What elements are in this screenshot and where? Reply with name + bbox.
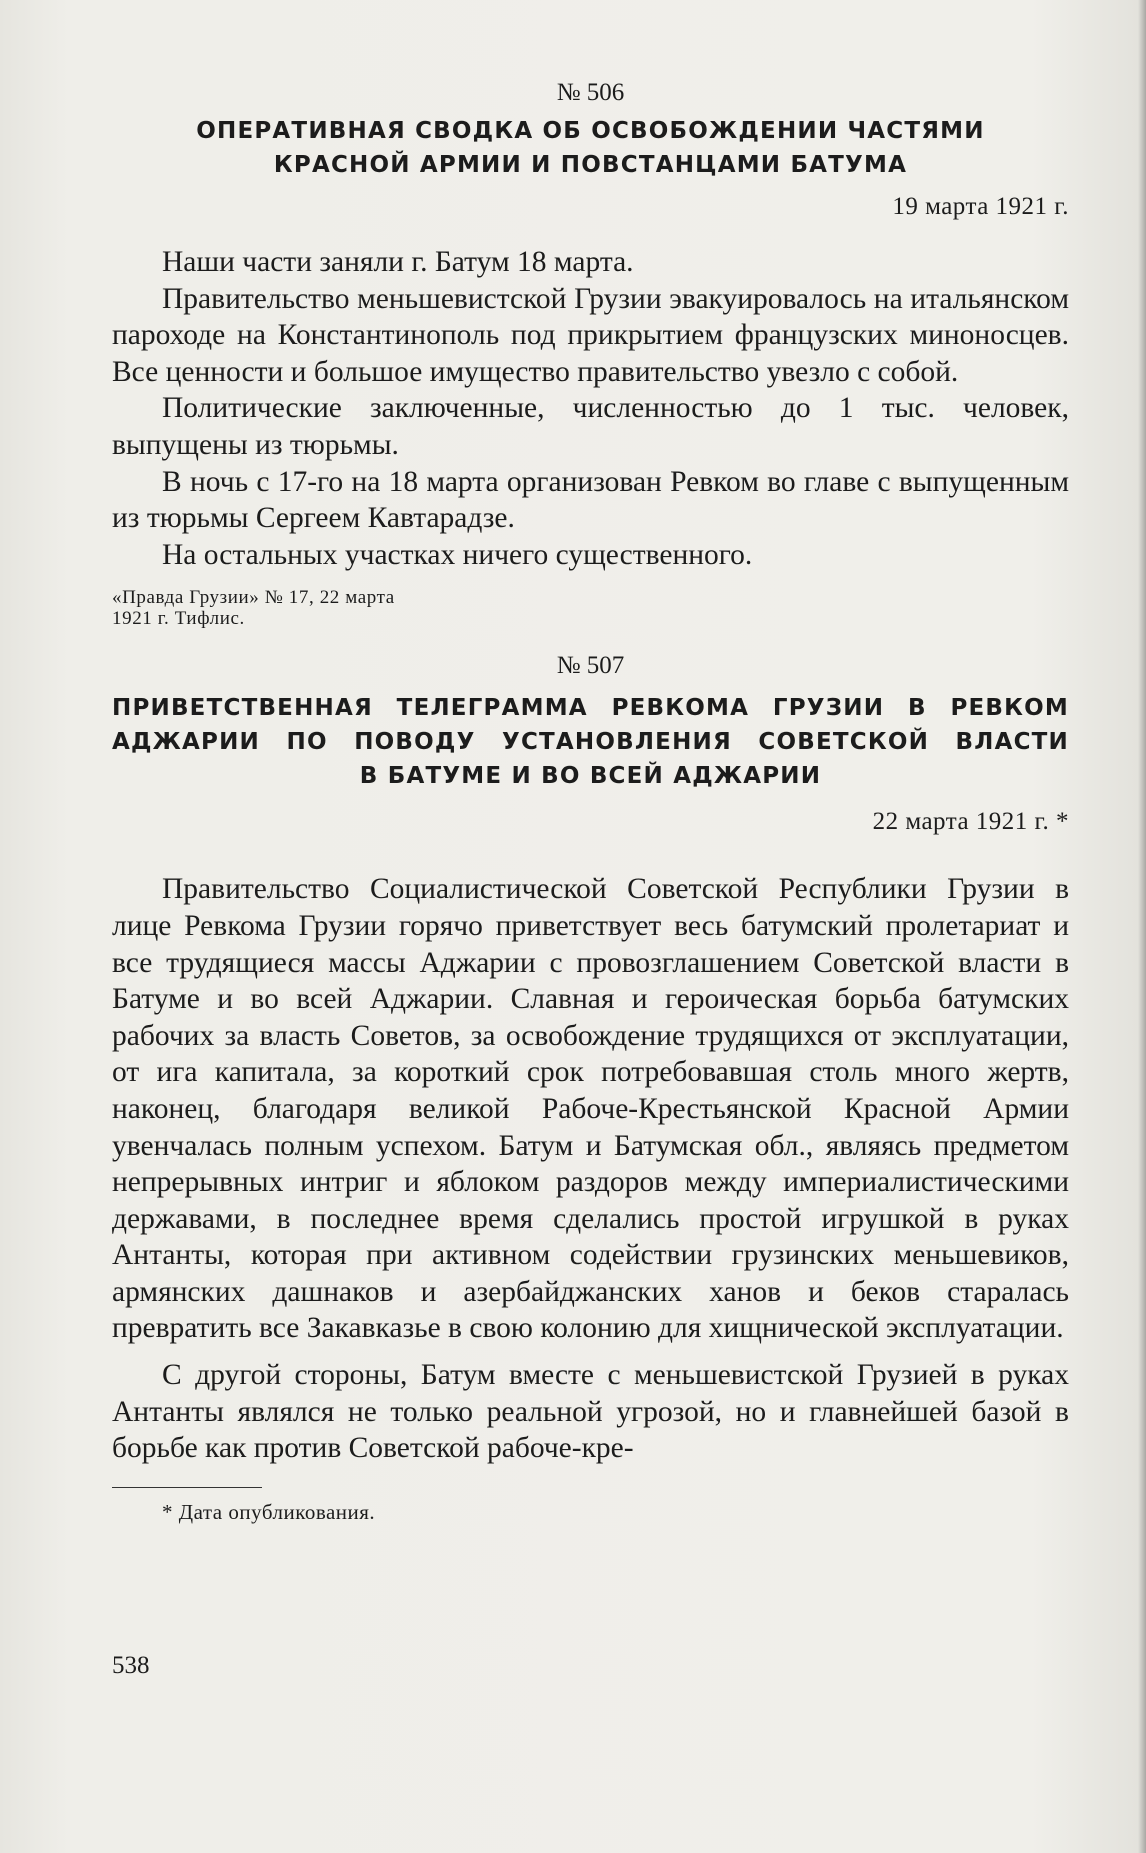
document-title (112, 114, 1069, 182)
paragraph: В ночь с 17-го на 18 марта организован Ревком во главе с выпущенным из тюрьмы Сергеем Кавтарадзе. (112, 465, 1069, 535)
source-line: 1921 г. Тифлис. (112, 608, 245, 630)
title-line: ОПЕРАТИВНАЯ СВОДКА ОБ ОСВОБОЖДЕНИИ ЧАСТЯМИ (196, 118, 985, 144)
document-body (112, 244, 1069, 573)
paragraph: Политические заключенные, численностью до 1 тыс. человек, выпущены из тюрьмы. (112, 392, 1069, 461)
document-507 (112, 651, 1069, 1467)
title-line: АДЖАРИИ ПО ПОВОДУ УСТАНОВЛЕНИЯ СОВЕТСКОЙ ВЛАСТИ (112, 729, 1069, 756)
paragraph: На остальных участках ничего существенного. (162, 538, 753, 571)
title-line: В БАТУМЕ И ВО ВСЕЙ АДЖАРИИ (359, 763, 822, 790)
source-citation (112, 587, 1069, 629)
paragraph: Правительство Социалистической Советской Республики Грузии в лице Ревкома Грузии горячо приветствует весь батумский пролетариат и все трудящиеся массы Аджарии с провозглашением Советской власти в Батуме и во всей Аджарии. Славная и героическая борьба батумских рабочих за власть Советов, за освобождение трудящихся от эксплуатации, от ига капитала, за короткий срок потребовавшая столь много жертв, наконец, благодаря великой Рабоче-Крестьянской Красной Армии увенчалась полным успехом. Батум и Батумская обл., являясь предметом непрерывных интриг и яблоком раздоров между империалистическими державами, в последнее время сделались простой игрушкой в руках Антанты, которая при активном содействии грузинских меньшевиков, армянских дашнаков и азербайджанских ханов и беков старалась превратить все Закавказье в свою колонию для хищнической эксплуатации. (112, 873, 1069, 1345)
document-title (112, 691, 1069, 793)
page-number: 538 (112, 1652, 150, 1679)
paragraph: Наши части заняли г. Батум 18 марта. (162, 246, 634, 278)
document-body (112, 871, 1069, 1467)
document-number: № 507 (556, 652, 625, 680)
document-date: 19 марта 1921 г. (892, 193, 1069, 220)
paragraph: С другой стороны, Батум вместе с меньшевистской Грузией в руках Антанты являлся не только реальной угрозой, но и главнейшей базой в борьбе как против Советской рабоче-кре- (112, 1359, 1069, 1465)
document-506 (112, 78, 1069, 629)
footnote-separator (112, 1487, 262, 1488)
paragraph: Правительство меньшевистской Грузии эвакуировалось на итальянском пароходе на Константинополь под прикрытием французских миноносцев. Все ценности и большое имущество правительство увезло с собой. (112, 282, 1069, 388)
document-date: 22 марта 1921 г. * (872, 808, 1069, 836)
footnote: * Дата опубликования. (162, 1499, 376, 1524)
title-line: КРАСНОЙ АРМИИ И ПОВСТАНЦАМИ БАТУМА (273, 152, 908, 178)
page-spine-shadow (1138, 0, 1146, 1853)
title-line: ПРИВЕТСТВЕННАЯ ТЕЛЕГРАММА РЕВКОМА ГРУЗИИ В РЕВКОМ (112, 695, 1069, 722)
page-content (112, 78, 1069, 1524)
source-line: «Правда Грузии» № 17, 22 марта (112, 587, 395, 609)
document-number: № 506 (556, 79, 625, 106)
